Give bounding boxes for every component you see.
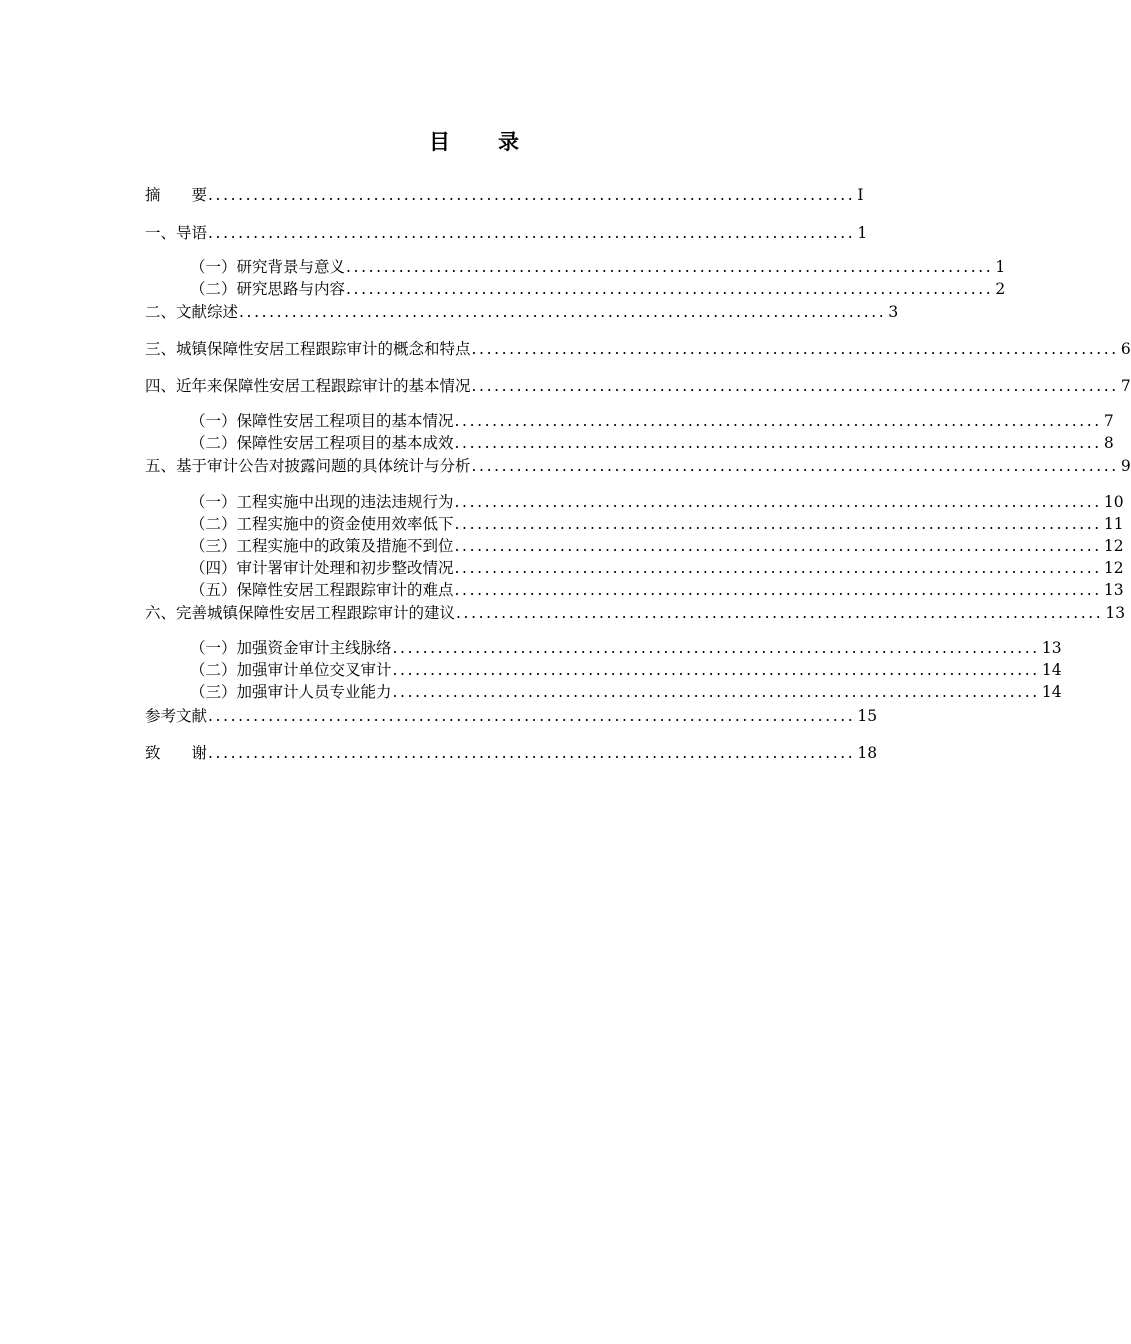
toc-entry-label: （四）审计署审计处理和初步整改情况 — [190, 559, 454, 577]
toc-leader-dots: ...................................................................................... — [454, 537, 1102, 555]
toc-entry-page: 8 — [1103, 434, 1114, 452]
toc-leader-dots: ...................................................................................... — [471, 340, 1119, 358]
toc-entry-page: 3 — [888, 303, 899, 321]
toc-entry-label: （一）研究背景与意义 — [190, 258, 346, 276]
toc-entry-5-4[interactable] — [190, 558, 1124, 578]
toc-leader-dots: ...................................................................................... — [208, 744, 856, 762]
toc-entry-5-5[interactable] — [190, 580, 1124, 600]
toc-entry-label: 一、导语 — [145, 224, 208, 242]
toc-leader-dots: ...................................................................................... — [471, 457, 1119, 475]
toc-entry-3[interactable] — [145, 339, 1131, 359]
toc-entry-label: （一）工程实施中出现的违法违规行为 — [190, 493, 454, 511]
toc-leader-dots: ...................................................................................... — [454, 581, 1102, 599]
toc-entry-4-1[interactable] — [190, 411, 1114, 431]
toc-entry-label: （二）工程实施中的资金使用效率低下 — [190, 515, 454, 533]
toc-leader-dots: ...................................................................................... — [471, 377, 1119, 395]
toc-entry-label: 四、近年来保障性安居工程跟踪审计的基本情况 — [145, 377, 471, 395]
toc-entry-page: 13 — [1105, 604, 1126, 622]
toc-entry-label: 参考文献 — [145, 707, 208, 725]
toc-leader-dots: ...................................................................................... — [208, 186, 856, 204]
toc-entry-label: （一）加强资金审计主线脉络 — [190, 639, 392, 657]
toc-entry-label: （二）研究思路与内容 — [190, 280, 346, 298]
toc-leader-dots: ...................................................................................... — [392, 661, 1040, 679]
toc-leader-dots: ...................................................................................... — [454, 493, 1102, 511]
toc-leader-dots: ...................................................................................... — [456, 604, 1104, 622]
toc-entry-6-1[interactable] — [190, 638, 1062, 658]
toc-entry-page: 7 — [1120, 377, 1131, 395]
toc-entry-page: 13 — [1041, 639, 1062, 657]
toc-entry-page: 9 — [1120, 457, 1131, 475]
toc-entry-label: （三）加强审计人员专业能力 — [190, 683, 392, 701]
toc-entry-references[interactable] — [145, 706, 878, 726]
toc-entry-page: 13 — [1103, 581, 1124, 599]
toc-entry-page: 14 — [1041, 683, 1062, 701]
toc-entry-page: 1 — [995, 258, 1006, 276]
toc-leader-dots: ...................................................................................... — [346, 280, 994, 298]
toc-entry-2[interactable] — [145, 302, 899, 322]
toc-entry-page: 15 — [857, 707, 878, 725]
toc-entry-label: （二）保障性安居工程项目的基本成效 — [190, 434, 454, 452]
toc-entry-6-2[interactable] — [190, 660, 1062, 680]
toc-entry-1[interactable] — [145, 223, 868, 243]
toc-entry-page: 14 — [1041, 661, 1062, 679]
toc-entry-label: 摘 要 — [145, 186, 208, 204]
toc-leader-dots: ...................................................................................... — [454, 412, 1102, 430]
toc-entry-label: 三、城镇保障性安居工程跟踪审计的概念和特点 — [145, 340, 471, 358]
toc-leader-dots: ...................................................................................... — [346, 258, 994, 276]
toc-entry-label: （三）工程实施中的政策及措施不到位 — [190, 537, 454, 555]
toc-entry-5-1[interactable] — [190, 492, 1124, 512]
toc-entry-6-3[interactable] — [190, 682, 1062, 702]
toc-entry-5-3[interactable] — [190, 536, 1124, 556]
toc-leader-dots: ...................................................................................... — [392, 683, 1040, 701]
toc-entry-6[interactable] — [145, 603, 1126, 623]
toc-leader-dots: ...................................................................................... — [392, 639, 1040, 657]
toc-leader-dots: ...................................................................................... — [208, 224, 856, 242]
toc-entry-label: （二）加强审计单位交叉审计 — [190, 661, 392, 679]
toc-entry-label: 二、文献综述 — [145, 303, 239, 321]
toc-entry-page: 6 — [1120, 340, 1131, 358]
toc-entry-page: 2 — [995, 280, 1006, 298]
toc-entry-page: 12 — [1103, 537, 1124, 555]
toc-entry-4[interactable] — [145, 376, 1131, 396]
toc-entry-abstract[interactable] — [145, 185, 864, 205]
toc-leader-dots: ...................................................................................... — [239, 303, 887, 321]
toc-entry-label: （五）保障性安居工程跟踪审计的难点 — [190, 581, 454, 599]
toc-entry-label: 六、完善城镇保障性安居工程跟踪审计的建议 — [145, 604, 456, 622]
toc-entry-page: 12 — [1103, 559, 1124, 577]
toc-entry-5-2[interactable] — [190, 514, 1124, 534]
toc-title: 目 录 — [429, 130, 521, 154]
toc-entry-page: I — [857, 186, 864, 204]
toc-entry-acknowledgements[interactable] — [145, 743, 878, 763]
toc-entry-4-2[interactable] — [190, 433, 1114, 453]
toc-entry-page: 10 — [1103, 493, 1124, 511]
toc-leader-dots: ...................................................................................... — [454, 515, 1102, 533]
toc-entry-label: 五、基于审计公告对披露问题的具体统计与分析 — [145, 457, 471, 475]
toc-entry-1-2[interactable] — [190, 279, 1006, 299]
toc-entry-page: 18 — [857, 744, 878, 762]
toc-leader-dots: ...................................................................................... — [454, 434, 1102, 452]
toc-entry-page: 11 — [1103, 515, 1124, 533]
toc-leader-dots: ...................................................................................... — [454, 559, 1102, 577]
toc-entry-page: 1 — [857, 224, 868, 242]
toc-leader-dots: ...................................................................................... — [208, 707, 856, 725]
toc-entry-1-1[interactable] — [190, 257, 1006, 277]
toc-entry-page: 7 — [1103, 412, 1114, 430]
toc-entry-5[interactable] — [145, 456, 1131, 476]
toc-entry-label: 致 谢 — [145, 744, 208, 762]
toc-entry-label: （一）保障性安居工程项目的基本情况 — [190, 412, 454, 430]
